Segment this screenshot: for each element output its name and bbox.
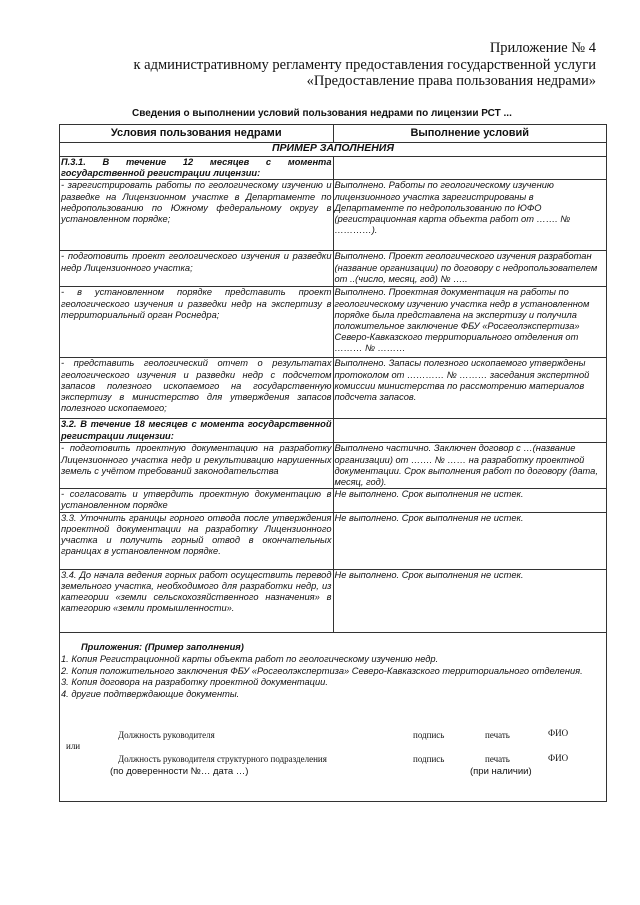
table-row — [60, 157, 607, 180]
table-row — [60, 569, 607, 632]
or-label: или — [66, 741, 81, 751]
table-header-row — [60, 125, 607, 143]
table-row — [60, 489, 607, 512]
table-row — [60, 512, 607, 569]
attachment-item: 4. другие подтверждающие документы. — [61, 689, 240, 700]
condition-cell: 3.3. Уточнить границы горного отвода после утверждения проектной документации на разработку Лицензионного участка и получить горный отвод в окончательных границах в установленном порядке. — [60, 512, 334, 569]
condition-cell: - представить геологический отчет о результатах геологического изучения и разведки недр с подсчетом запасов полезного ископаемого на государственную экспертизу в министерство для утверждения запасов полезного ископаемого; — [60, 358, 334, 419]
proxy-note: (по доверенности №… дата …) — [110, 766, 249, 777]
table-row — [60, 358, 607, 419]
attachments-section — [61, 642, 601, 701]
condition-cell: - согласовать и утвердить проектную документацию в установленном порядке — [61, 489, 332, 511]
table-row — [60, 251, 607, 287]
condition-cell: - зарегистрировать работы по геологическому изучению и разведке на Лицензионном участке в Департаменте по недропользованию по Южному федеральному округу в установленном порядке; — [60, 180, 334, 251]
example-label: ПРИМЕР ЗАПОЛНЕНИЯ — [60, 143, 607, 157]
table-row — [60, 180, 607, 251]
condition-cell: - подготовить проект геологического изучения и разведки недр Лицензионного участка; — [60, 251, 334, 287]
execution-cell — [333, 157, 607, 180]
execution-cell: Выполнено частично. Заключен договор с …(название организации) от ……. № …… на разработку проектной документации. Срок выполнения работ по договору (дата, месяц, год). — [333, 443, 607, 489]
column-header-execution: Выполнение условий — [333, 125, 607, 143]
signature-label: подпись — [413, 730, 445, 740]
attachment-item: 3. Копия договора на разработку проектной документации. — [61, 677, 328, 688]
execution-cell: Выполнено. Проект геологического изучения разработан (название организации) по договору с недропользователем от ..(число, месяц, год) № ….. — [333, 251, 607, 287]
condition-cell: - подготовить проектную документацию на разработку Лицензионного участка недр и рекультивацию нарушенных земель с учётом требований законодательства — [60, 443, 334, 489]
table-row — [60, 419, 607, 443]
attachment-item: 1. Копия Регистрационной карты объекта работ по геологическому изучению недр. — [61, 653, 439, 664]
stamp-label: печать — [485, 730, 510, 740]
attachment-item: 2. Копия положительного заключения ФБУ «Росгеолэкспертиза» Северо-Кавказского территориального отделения. — [61, 665, 583, 676]
position-label-head: Должность руководителя — [118, 730, 215, 740]
full-name-label: ФИО — [548, 753, 569, 763]
execution-cell: Не выполнено. Срок выполнения не истек. — [333, 489, 607, 512]
stamp-label: печать — [485, 754, 510, 764]
full-name-label: ФИО — [548, 728, 569, 738]
condition-cell: П.3.1. В течение 12 месяцев с момента государственной регистрации лицензии: — [61, 157, 332, 179]
execution-cell: Не выполнено. Срок выполнения не истек. — [333, 569, 607, 632]
appendix-number: Приложение № 4 — [489, 40, 596, 56]
example-label-row — [60, 143, 607, 157]
execution-cell: Не выполнено. Срок выполнения не истек. — [333, 512, 607, 569]
execution-cell — [333, 419, 607, 443]
condition-cell: 3.4. До начала ведения горных работ осуществить перевод земельного участка, необходимого для разработки недр, из категории «земли сельскохозяйственного назначения» в категорию «земли промышленности». — [60, 569, 334, 632]
table-row — [60, 443, 607, 489]
signature-label: подпись — [413, 754, 445, 764]
condition-cell: - в установленном порядке представить проект геологического изучения и разведки недр на экспертизу в территориальный орган Роснедра; — [60, 287, 334, 358]
document-title: Сведения о выполнении условий пользования недрами по лицензии РСТ ... — [132, 108, 512, 119]
service-name: «Предоставление права пользования недрами» — [306, 73, 596, 89]
column-header-conditions: Условия пользования недрами — [60, 125, 334, 143]
position-label-division: Должность руководителя структурного подразделения — [118, 754, 327, 764]
stamp-note: (при наличии) — [470, 766, 532, 777]
execution-cell: Выполнено. Работы по геологическому изучению лицензионного участка зарегистрированы в Департаменте по недропользованию по ЮФО (регистрационная карта объекта работ от ……. № …………). — [333, 180, 607, 251]
attachments-title: Приложения: (Пример заполнения) — [81, 642, 244, 652]
conditions-table — [59, 124, 607, 633]
execution-cell: Выполнено. Запасы полезного ископаемого утверждены протоколом от ………… № ……… заседания экспертной комиссии министерства по рассмотрению материалов подсчета запасов. — [333, 358, 607, 419]
regulation-reference: к административному регламенту предоставления государственной услуги — [133, 57, 596, 73]
condition-cell: 3.2. В течение 18 месяцев с момента государственной регистрации лицензии: — [60, 419, 334, 443]
execution-cell: Выполнено. Проектная документация на работы по геологическому изучению участка недр в установленном порядке была представлена на экспертизу и получила положительное заключение ФБУ «Росгеолэкспертиза» Северо-Кавказского территориального отделения от ……… № ……… — [333, 287, 607, 358]
table-row — [60, 287, 607, 358]
